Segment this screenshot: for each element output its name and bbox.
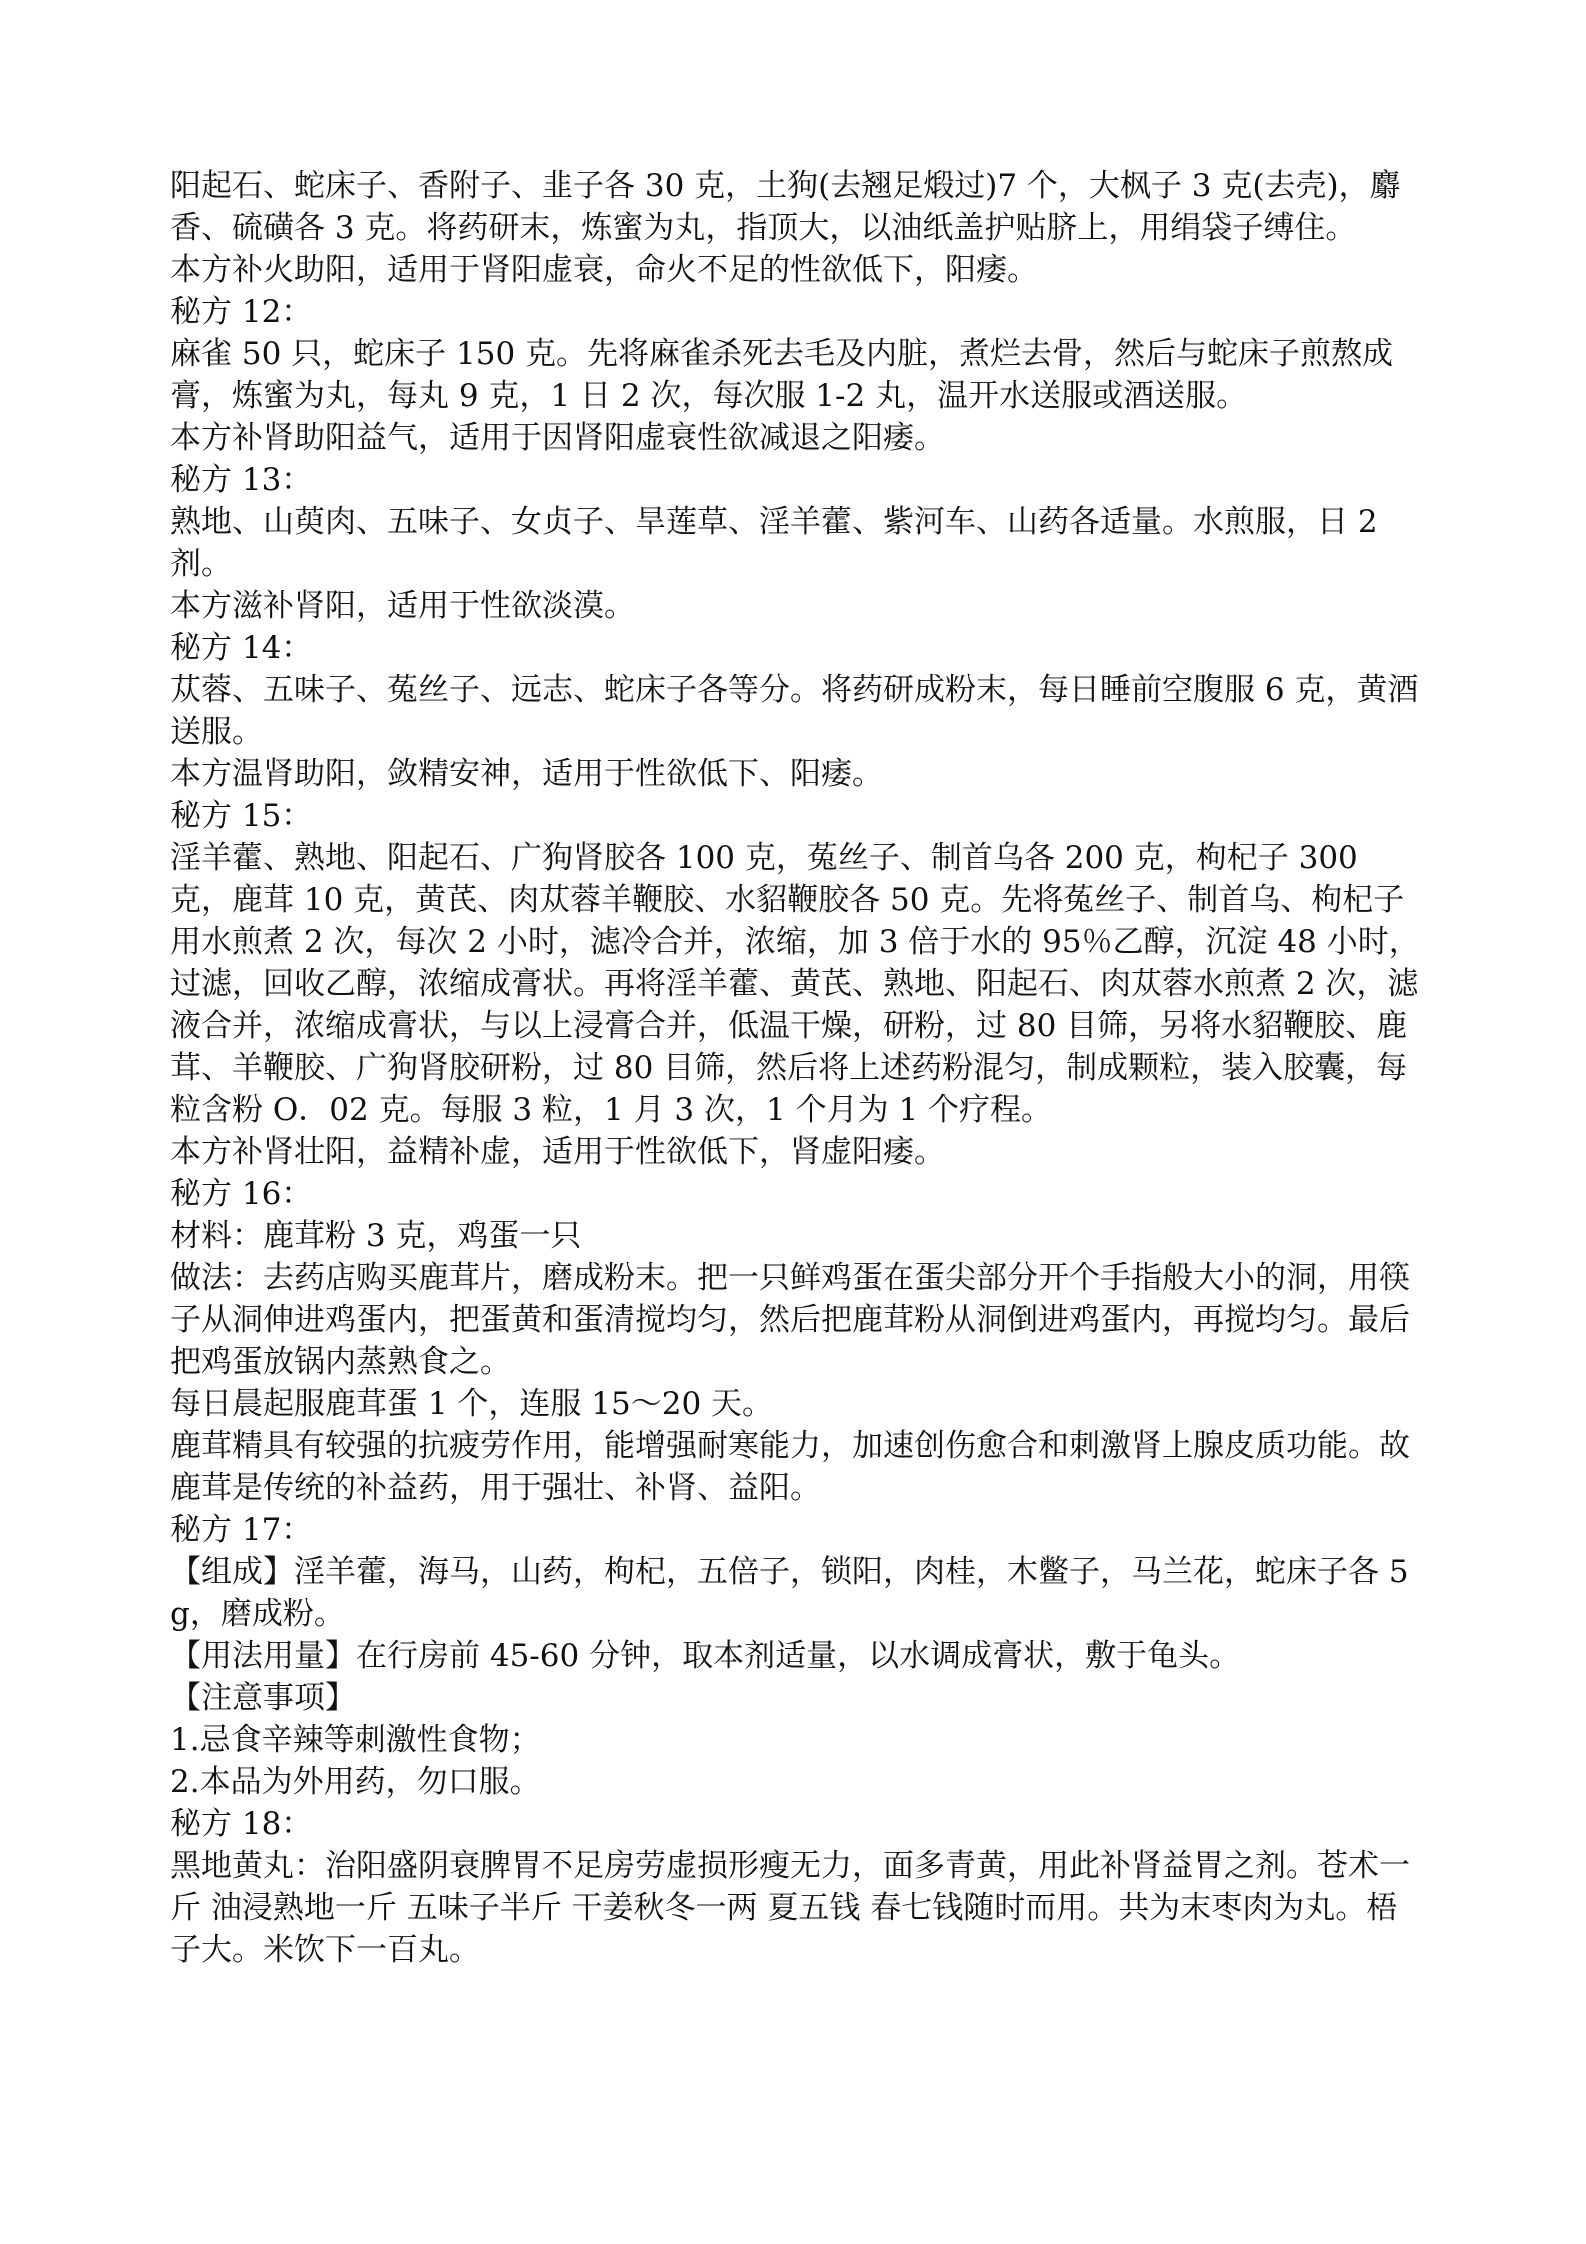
paragraph-recipe-17-note-2: 2.本品为外用药，勿口服。 [170,1764,541,1800]
heading-recipe-14: 秘方 14： [170,630,313,666]
paragraph-recipe-15-ingredients: 淫羊藿、熟地、阳起石、广狗肾胶各 100 克，菟丝子、制首乌各 200 克，枸杞子 300 克，鹿茸 10 克，黄芪、肉苁蓉羊鞭胶、水貂鞭胶各 50 克。先将菟丝子、制首乌、枸杞子用水煎煮 2 次，每次 2 小时，滤冷合并，浓缩，加 3 倍于水的 95％乙醇，沉淀 48 小时，过滤，回收乙醇，浓缩成膏状。再将淫羊藿、黄芪、熟地、阳起石、肉苁蓉水煎煮 2 次，滤液合并，浓缩成膏状，与以上浸膏合并，低温干燥，研粉，过 80 目筛，另将水貂鞭胶、鹿茸、羊鞭胶、广狗肾胶研粉，过 80 目筛，然后将上述药粉混匀，制成颗粒，装入胶囊，每粒含粉 O．02 克。每服 3 粒，1 月 3 次，1 个月为 1 个疗程。 [170,840,1420,1128]
paragraph-recipe-11-effect: 本方补火助阳，适用于肾阳虚衰，命火不足的性欲低下，阳痿。 [170,252,1038,288]
paragraph-recipe-17-composition: 【组成】淫羊藿，海马，山药，枸杞，五倍子，锁阳，肉桂，木鳖子，马兰花，蛇床子各 5g，磨成粉。 [170,1554,1409,1632]
paragraph-recipe-17-usage: 【用法用量】在行房前 45-60 分钟，取本剂适量，以水调成膏状，敷于龟头。 [170,1638,1241,1674]
paragraph-recipe-17-note-1: 1.忌食辛辣等刺激性食物； [170,1722,541,1758]
heading-recipe-17: 秘方 17： [170,1512,313,1548]
paragraph-recipe-16-dosage: 每日晨起服鹿茸蛋 1 个，连服 15～20 天。 [170,1386,774,1422]
paragraph-recipe-18-content: 黑地黄丸：治阳盛阴衰脾胃不足房劳虚损形瘦无力，面多青黄，用此补肾益胃之剂。苍术一斤 油浸熟地一斤 五味子半斤 干姜秋冬一两 夏五钱 春七钱随时而用。共为末枣肉为丸。梧子大。米饮下一百丸。 [170,1848,1410,1968]
paragraph-recipe-12-ingredients: 麻雀 50 只，蛇床子 150 克。先将麻雀杀死去毛及内脏，煮烂去骨，然后与蛇床子煎熬成膏，炼蜜为丸，每丸 9 克，1 日 2 次，每次服 1-2 丸，温开水送服或酒送服。 [170,336,1394,414]
heading-recipe-12: 秘方 12： [170,294,313,330]
paragraph-recipe-14-effect: 本方温肾助阳，敛精安神，适用于性欲低下、阳痿。 [170,756,883,792]
paragraph-recipe-15-effect: 本方补肾壮阳，益精补虚，适用于性欲低下，肾虚阳痿。 [170,1134,945,1170]
paragraph-recipe-16-method: 做法：去药店购买鹿茸片，磨成粉末。把一只鲜鸡蛋在蛋尖部分开个手指般大小的洞，用筷子从洞伸进鸡蛋内，把蛋黄和蛋清搅均匀，然后把鹿茸粉从洞倒进鸡蛋内，再搅均匀。最后把鸡蛋放锅内蒸熟食之。 [170,1260,1410,1380]
heading-recipe-16: 秘方 16： [170,1176,313,1212]
paragraph-recipe-16-materials: 材料：鹿茸粉 3 克，鸡蛋一只 [170,1218,582,1254]
paragraph-recipe-13-effect: 本方滋补肾阳，适用于性欲淡漠。 [170,588,635,624]
paragraph-recipe-11-ingredients: 阳起石、蛇床子、香附子、韭子各 30 克，土狗(去翘足煅过)7 个，大枫子 3 克(去壳)，麝香、硫磺各 3 克。将药研末，炼蜜为丸，指顶大，以油纸盖护贴脐上，用绢袋子缚住。 [170,168,1401,246]
paragraph-recipe-17-notes-heading: 【注意事项】 [170,1680,356,1716]
heading-recipe-18: 秘方 18： [170,1806,313,1842]
paragraph-recipe-13-ingredients: 熟地、山萸肉、五味子、女贞子、旱莲草、淫羊藿、紫河车、山药各适量。水煎服，日 2 剂。 [170,504,1378,582]
paragraph-recipe-16-effect: 鹿茸精具有较强的抗疲劳作用，能增强耐寒能力，加速创伤愈合和刺激肾上腺皮质功能。故鹿茸是传统的补益药，用于强壮、补肾、益阳。 [170,1428,1410,1506]
paragraph-recipe-12-effect: 本方补肾助阳益气，适用于因肾阳虚衰性欲减退之阳痿。 [170,420,945,456]
heading-recipe-13: 秘方 13： [170,462,313,498]
document-body [170,165,1420,1971]
paragraph-recipe-14-ingredients: 苁蓉、五味子、菟丝子、远志、蛇床子各等分。将药研成粉末，每日睡前空腹服 6 克，黄酒送服。 [170,672,1419,750]
heading-recipe-15: 秘方 15： [170,798,313,834]
